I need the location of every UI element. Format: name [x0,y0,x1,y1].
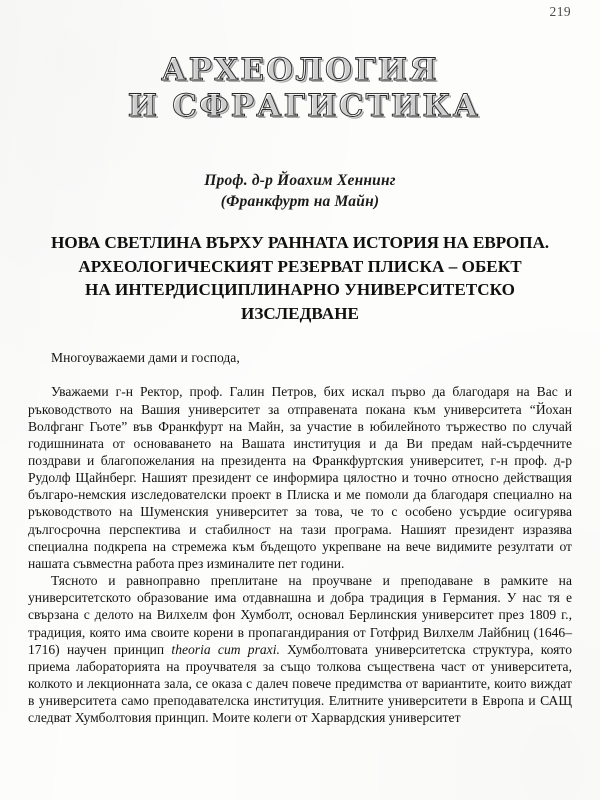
article-title-line-4: ИЗСЛЕДВАНЕ [240,303,359,323]
salutation-paragraph: Многоуважаеми дами и господа, [51,350,240,365]
article-title-line-2: АРХЕОЛОГИЧЕСКИЯТ РЕЗЕРВАТ ПЛИСКА – ОБЕКТ [78,256,522,276]
section-header [0,52,600,124]
body-paragraph-2-part-2: Хумболтовата университетска структура, която приема лабораторията на проучвателя за също толкова съществена част от университета, колкото и лекционната зала, се оказа с далеч повече предимства от вариантите, които виждат в университета само преподавателска институция. Елитните университети в Европа и САЩ следват Хумболтовия принцип. Моите колеги от Харвардския университет [28,641,572,726]
body-paragraph-2-part-1: Тясното и равноправно преплитане на проучване и преподаване в рамките на университетското образование има отдавнашна и добра традиция в Германия. У нас тя е свързана с делото на Вилхелм фон Хумболт, основал Берлинския университет през 1809 г., традиция, която има своите корени в пропагандирания от Готфрид Вилхелм Лайбниц (1646–1716) научен принцип [28,573,572,657]
article-title-line-1: НОВА СВЕТЛИНА ВЪРХУ РАННАТА ИСТОРИЯ НА ЕВРОПА. [51,233,549,252]
page-number: 219 [549,4,571,19]
section-header-line-1: АРХЕОЛОГИЯ [0,55,600,86]
latin-phrase: theoria cum praxi. [171,641,280,657]
section-header-line-2: И СФРАГИСТИКА [8,91,600,122]
article-body [28,349,572,726]
body-paragraph-2 [28,572,572,726]
article-title-line-3: НА ИНТЕРДИСЦИПЛИНАРНО УНИВЕРСИТЕТСКО [84,280,516,299]
article-title [14,231,586,325]
author-affiliation: (Франкфурт на Майн) [220,193,380,210]
author-block [0,170,600,212]
author-name: Проф. д-р Йоахим Хеннинг [204,172,396,189]
body-paragraph-1: Уважаеми г-н Ректор, проф. Галин Петров, бих искал първо да благодаря на Вас и ръководството на Вашия университет за отправената покана към университета “Йохан Волфганг Гьоте” във Франкфурт на Майн, за участие в юбилейното тържество по случай годишнината от основаването на Вашата институция и да Ви предам най-сърдечните поздрави и благопожелания на президента на Франкфуртския университет, г-н проф. д-р Рудолф Щайнберг. Нашият президент се информира цялостно и точно относно действащия българо-немския изследователски проект в Плиска и ме помоли да благодаря специално на ръководството на Шуменския университет за това, че то с особено усърдие осигурява дългосрочна перспектива и стабилност на тази програма. Нашият президент изразява специална подкрепа на стремежа към бъдещото укрепване на вече видимите резултати от нашата съвместна работа през изминалите пет години. [28,384,572,571]
